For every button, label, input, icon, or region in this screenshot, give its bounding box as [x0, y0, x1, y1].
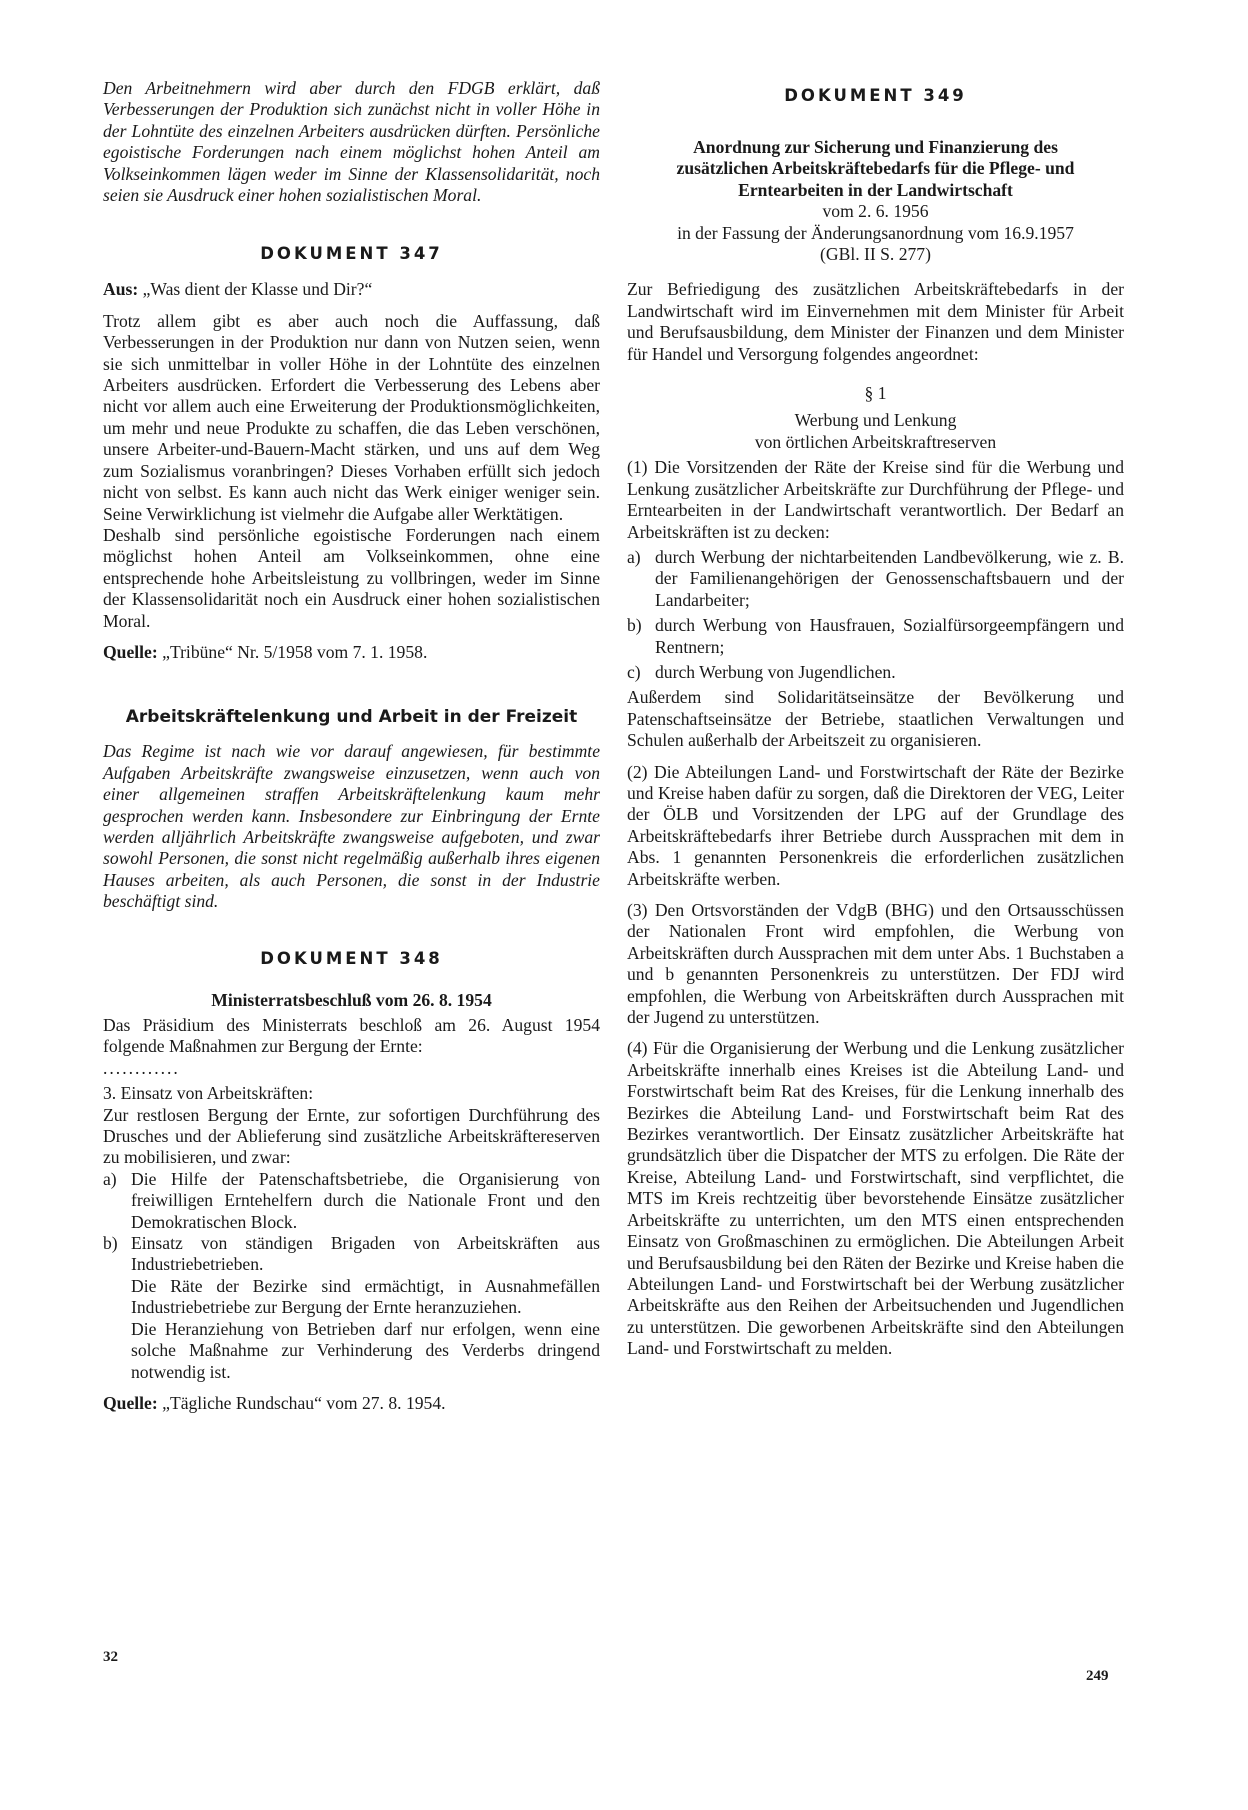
- list-key: b): [627, 615, 642, 636]
- list-key: a): [627, 546, 641, 567]
- source-label: Quelle:: [103, 1392, 158, 1413]
- document-347-heading: DOKUMENT 347: [260, 244, 443, 264]
- page-number-right: 249: [1086, 1668, 1109, 1684]
- list-text: durch Werbung von Hausfrauen, Sozialfürsorgeempfängern und Rentnern;: [655, 615, 1124, 657]
- ordinance-gazette: (GBl. II S. 277): [820, 244, 931, 265]
- document-347-source: [103, 642, 600, 663]
- aus-label: Aus:: [103, 279, 139, 300]
- left-column: [103, 78, 600, 1414]
- page-number-left: 32: [103, 1649, 118, 1665]
- intro-commentary: Den Arbeitnehmern wird aber durch den FDGB erklärt, daß Verbesserungen der Produktion sich zunächst nicht in voller Höhe in der Lohntüte des einzelnen Arbeiters ausdrücken dürften. Persönliche egoistische Forderungen nach einem möglichst hohen Anteil am Volkseinkommen lägen weder im Sinne der Klassensolidarität, noch seien sie Ausdruck einer hohen sozialistischen Moral.: [103, 78, 600, 206]
- list-item-a: [627, 547, 1124, 611]
- source-text: „Tägliche Rundschau“ vom 27. 8. 1954.: [162, 1392, 446, 1413]
- paragraph-title: von örtlichen Arbeitskraftreserven: [754, 431, 997, 452]
- ellipsis-line: ............: [103, 1057, 180, 1078]
- list-item-a: [103, 1169, 600, 1233]
- source-text: „Tribüne“ Nr. 5/1958 vom 7. 1. 1958.: [162, 641, 428, 662]
- document-348-paragraph: Zur restlosen Bergung der Ernte, zur sofortigen Durchführung des Drusches und der Ablieferung sind zusätzliche Arbeitskräftereserven zu mobilisieren, und zwar:: [103, 1104, 600, 1168]
- aus-text: „Was dient der Klasse und Dir?“: [142, 279, 373, 300]
- ordinance-title: Anordnung zur Sicherung und Finanzierung des zusätzlichen Arbeitskräftebedarfs für die Pflege- und Erntearbeiten in der Landwirtschaft: [676, 137, 1075, 200]
- item-3-heading: 3. Einsatz von Arbeitskräften:: [103, 1083, 314, 1104]
- list-text: Einsatz von ständigen Brigaden von Arbeitskräften aus Industriebetrieben.: [131, 1233, 600, 1275]
- section-commentary: Das Regime ist nach wie vor darauf angewiesen, für bestimmte Aufgaben Arbeitskräfte zwangsweise einzusetzen, wenn auch von einer allgemeinen straffen Arbeitskräftelenkung kaum mehr gesprochen werden kann. Insbesondere zur Einbringung der Ernte werden alljährlich Arbeitskräfte zwangsweise aufgeboten, und zwar sowohl Personen, die sonst nicht regelmäßig außerhalb ihres eigenen Hauses arbeiten, als auch Personen, die sonst in der Industrie beschäftigt sind.: [103, 741, 600, 912]
- ordinance-amendment: in der Fassung der Änderungsanordnung vom 16.9.1957: [677, 222, 1074, 243]
- document-348-paragraph: Das Präsidium des Ministerrats beschloß am 26. August 1954 folgende Maßnahmen zur Bergung der Ernte:: [103, 1015, 600, 1057]
- document-347-source-line: [103, 279, 600, 300]
- list-key: a): [103, 1168, 117, 1189]
- document-347-paragraph: Deshalb sind persönliche egoistische Forderungen nach einem möglichst hohen Anteil am Volkseinkommen, ohne eine entsprechende hohe Arbeitsleistung zu vollbringen, weder im Sinne der Klassensolidarität noch ein Ausdruck einer hohen sozialistischen Moral.: [103, 524, 600, 631]
- right-column: [627, 78, 1124, 1360]
- absatz-2: (2) Die Abteilungen Land- und Forstwirtschaft der Räte der Bezirke und Kreise haben dafür zu sorgen, daß die Direktoren der VEG, Leiter der ÖLB und Vorsitzenden der LPG auf der Grundlage des Arbeitskräftebedarfs ihrer Betriebe durch Aussprachen mit dem in Abs. 1 genannten Personenkreis die erforderlichen zusätzlichen Arbeitskräfte werben.: [627, 761, 1124, 889]
- ordinance-date: vom 2. 6. 1956: [822, 201, 929, 222]
- document-348-source: [103, 1393, 600, 1414]
- list-item-b: [103, 1233, 600, 1276]
- source-label: Quelle:: [103, 641, 158, 662]
- additional-measures: Außerdem sind Solidaritätseinsätze der Bevölkerung und Patenschaftseinsätze der Betriebe, staatlichen Verwaltungen und Schulen außerhalb der Arbeitszeit zu organisieren.: [627, 687, 1124, 751]
- list-text: durch Werbung der nichtarbeitenden Landbevölkerung, wie z. B. der Familienangehörigen der Genossenschaftsbauern und der Landarbeiter;: [655, 546, 1124, 610]
- paragraph-sign: § 1: [864, 383, 887, 404]
- document-348-subtitle: Ministerratsbeschluß vom 26. 8. 1954: [211, 989, 492, 1010]
- list-key: b): [103, 1233, 118, 1254]
- list-text: Die Hilfe der Patenschaftsbetriebe, die Organisierung von freiwilligen Erntehelfern durch die Nationale Front und den Demokratischen Block.: [131, 1168, 600, 1232]
- document-348-heading: DOKUMENT 348: [260, 948, 443, 968]
- paragraph-title: Werbung und Lenkung: [794, 410, 957, 431]
- list-item-b: [627, 615, 1124, 658]
- ordinance-preamble: Zur Befriedigung des zusätzlichen Arbeitskräftebedarfs in der Landwirtschaft wird im Einvernehmen mit dem Minister für Arbeit und Berufsausbildung, dem Minister der Finanzen und dem Minister für Handel und Versorgung folgendes angeordnet:: [627, 279, 1124, 364]
- list-text: durch Werbung von Jugendlichen.: [655, 661, 896, 682]
- section-heading: Arbeitskräftelenkung und Arbeit in der Freizeit: [125, 707, 578, 728]
- document-347-paragraph: Trotz allem gibt es aber auch noch die Auffassung, daß Verbesserungen in der Produktion nur dann von Nutzen seien, wenn sie sich unmittelbar in voller Höhe in der Lohntüte des einzelnen Arbeiters ausdrücken. Erfordert die Verbesserung des Lebens aber nicht vor allem auch eine Erweiterung der Produktionsmöglichkeiten, um mehr und neue Produkte zu schaffen, die das Leben verschönen, unsere Arbeiter-und-Bauern-Macht stärken, und uns auf dem Weg zum Sozialismus voranbringen? Dieses Vorhaben erfüllt sich jedoch nicht von selbst. Es kann auch nicht das Werk einiger weniger sein. Seine Verwirklichung ist vielmehr die Aufgabe aller Werktätigen.: [103, 310, 600, 524]
- absatz-4: (4) Für die Organisierung der Werbung und die Lenkung zusätzlicher Arbeitskräfte innerhalb eines Kreises ist die Abteilung Land- und Forstwirtschaft beim Rat des Kreises, für die Lenkung innerhalb des Bezirkes die Abteilung Land- und Forstwirtschaft beim Rat des Bezirkes verantwortlich. Der Einsatz zusätzlicher Arbeitskräfte hat grundsätzlich über die Dispatcher der MTS zu erfolgen. Die Räte der Kreise, Abteilung Land- und Forstwirtschaft, sind verpflichtet, die MTS im Kreis rechtzeitig über bevorstehende Einsätze zusätzlicher Arbeitskräfte zu unterrichten, um den MTS einen entsprechenden Einsatz von Großmaschinen zu ermöglichen. Die Abteilungen Arbeit und Berufsausbildung bei den Räten der Bezirke und Kreise haben die Abteilungen Land- und Forstwirtschaft bei der Werbung zusätzlicher Arbeitskräfte aus den Reihen der Arbeitsuchenden und Jugendlichen zu unterstützen. Die geworbenen Arbeitskräfte sind den Abteilungen Land- und Forstwirtschaft zu melden.: [627, 1038, 1124, 1359]
- list-item-c: [627, 662, 1124, 683]
- list-subparagraph: Die Räte der Bezirke sind ermächtigt, in Ausnahmefällen Industriebetriebe zur Bergung der Ernte heranzuziehen.: [131, 1275, 600, 1318]
- list-subparagraph: Die Heranziehung von Betrieben darf nur erfolgen, wenn eine solche Maßnahme zur Verhinderung des Verderbs dringend notwendig ist.: [131, 1318, 600, 1382]
- absatz-1: (1) Die Vorsitzenden der Räte der Kreise sind für die Werbung und Lenkung zusätzlicher Arbeitskräfte zur Durchführung der Pflege- und Erntearbeiten in der Landwirtschaft verantwortlich. Der Bedarf an Arbeitskräften ist zu decken:: [627, 457, 1124, 542]
- list-key: c): [627, 661, 641, 682]
- absatz-3: (3) Den Ortsvorständen der VdgB (BHG) und den Ortsausschüssen der Nationalen Front wird empfohlen, die Werbung von Arbeitskräften durch Aussprachen mit dem unter Abs. 1 Buchstaben a und b genannten Personenkreis zu unterstützen. Der FDJ wird empfohlen, die Werbung von Arbeitskräften durch Aussprachen mit der Jugend zu unterstützen.: [627, 900, 1124, 1028]
- document-349-heading: DOKUMENT 349: [784, 86, 967, 105]
